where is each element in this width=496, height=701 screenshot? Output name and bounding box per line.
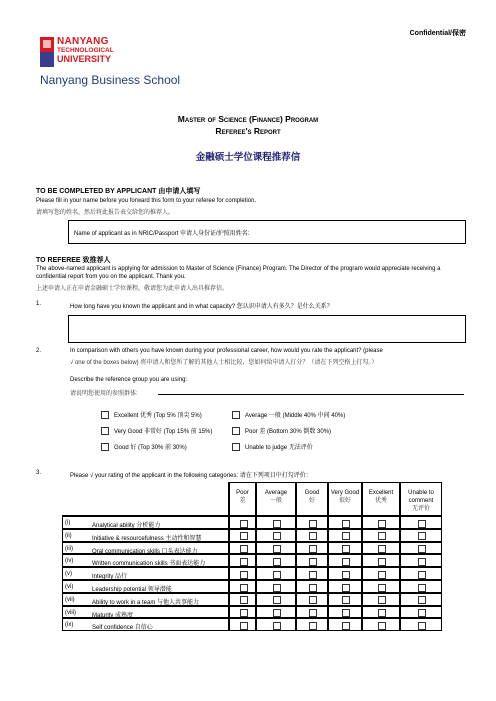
rating-checkbox[interactable] (418, 609, 426, 617)
rating-cell (256, 580, 296, 593)
rating-cell (362, 516, 400, 529)
table-row (62, 554, 229, 567)
q2-number: 2. (36, 348, 42, 354)
rating-average-checkbox[interactable] (232, 411, 240, 419)
rating-checkbox[interactable] (378, 584, 386, 592)
row-label: Integrity 品行 (92, 574, 128, 581)
rating-checkbox[interactable] (418, 532, 426, 540)
q3-number: 3. (36, 470, 42, 476)
row-label: Ability to work in a team 与他人共事能力 (92, 599, 200, 606)
rating-cell (229, 606, 256, 619)
rating-checkbox[interactable] (342, 532, 350, 540)
rating-excellent-checkbox[interactable] (101, 411, 109, 419)
column-label-cn: 无评价 (411, 506, 430, 512)
rating-average-label: Average 一般 (Middle 40% 中间 40%) (245, 413, 346, 419)
rating-cell (400, 580, 442, 593)
referee-intro: The above-named applicant is applying for admission to Master of Science (Finance) Program. The Director of the program would appreciate receiving a confidential report from you on the applicant. Thank you. (36, 266, 441, 280)
rating-cell (400, 516, 442, 529)
rating-cell (229, 516, 256, 529)
rating-checkbox[interactable] (378, 596, 386, 604)
column-label-cn: 一般 (269, 498, 282, 504)
q2-text: In comparison with others you have known during your professional career, how would you rate the applicant? (please (70, 348, 383, 354)
rating-checkbox[interactable] (273, 532, 281, 540)
rating-checkbox[interactable] (309, 520, 317, 528)
grid-header-spacer (62, 482, 229, 516)
rating-cell (229, 567, 256, 580)
rating-cell (229, 593, 256, 606)
column-label-cn: 优秀 (374, 498, 387, 504)
rating-cell (362, 593, 400, 606)
column-label-cn: 差 (239, 498, 246, 504)
rating-checkbox[interactable] (378, 622, 386, 630)
referee-heading: TO REFEREE 致推荐人 (36, 257, 111, 264)
rating-cell (256, 618, 296, 631)
rating-checkbox[interactable] (418, 622, 426, 630)
rating-verygood-label: Very Good 非常好 (Top 15% 前 15%) (114, 429, 213, 435)
q2-describe-cn: 请说明您使用的参照群体: (70, 391, 138, 397)
school-name: Nanyang Business School (40, 73, 181, 87)
rating-checkbox[interactable] (273, 571, 281, 579)
rating-checkbox[interactable] (240, 622, 248, 630)
rating-checkbox[interactable] (342, 558, 350, 566)
table-row (62, 542, 229, 555)
page-title (0, 113, 496, 137)
row-label: Maturity 成熟度 (92, 612, 134, 619)
rating-checkbox[interactable] (378, 609, 386, 617)
grid-column-header (362, 482, 400, 516)
rating-checkbox[interactable] (240, 558, 248, 566)
rating-cell (362, 618, 400, 631)
rating-cell (362, 529, 400, 542)
row-label: Initiative & resourcefulness 主动性和智慧 (92, 535, 202, 542)
rating-cell (362, 567, 400, 580)
q1-text: How long have you known the applicant and in what capacity? 您认识申请人有多久？是什么关系？ (70, 304, 333, 310)
rating-checkbox[interactable] (342, 584, 350, 592)
rating-cell (256, 516, 296, 529)
q2-text2: √ one of the boxes below) 将申请人和您所了解的其他人士相比较，您如何给申请人打分？（请在下列空格上打勾。） (70, 360, 378, 366)
rating-cell (328, 580, 362, 593)
logo-line3: UNIVERSITY (57, 54, 112, 64)
rating-checkbox[interactable] (240, 520, 248, 528)
rating-checkbox[interactable] (342, 520, 350, 528)
row-number: (ix) (65, 622, 74, 629)
rating-cell (400, 542, 442, 555)
rating-checkbox[interactable] (309, 532, 317, 540)
rating-checkbox[interactable] (273, 545, 281, 553)
row-label: Self confidence 自信心 (92, 625, 153, 632)
logo-line2: TECHNOLOGICAL (57, 47, 114, 54)
crest-icon (40, 37, 54, 67)
rating-cell (328, 618, 362, 631)
rating-checkbox[interactable] (342, 545, 350, 553)
row-number: (i) (65, 520, 71, 526)
rating-poor-checkbox[interactable] (232, 427, 240, 435)
rating-unable-label: Unable to judge 无法评价 (245, 445, 313, 451)
rating-checkbox[interactable] (240, 571, 248, 579)
rating-cell (256, 593, 296, 606)
applicant-instruction: Please fill in your name before you forward this form to your referee for completion. (36, 198, 257, 204)
row-number: (iv) (65, 558, 74, 565)
rating-cell (362, 580, 400, 593)
rating-checkbox[interactable] (418, 584, 426, 592)
rating-cell (400, 529, 442, 542)
column-label-en: Poor (236, 490, 249, 496)
rating-checkbox[interactable] (273, 558, 281, 566)
rating-cell (328, 593, 362, 606)
rating-cell (400, 593, 442, 606)
rating-cell (256, 554, 296, 567)
column-label-en: Average (264, 490, 288, 496)
rating-verygood-checkbox[interactable] (101, 427, 109, 435)
table-row (62, 606, 229, 619)
rating-cell (362, 606, 400, 619)
ntu-logo (40, 37, 190, 97)
rating-cell (400, 554, 442, 567)
row-number: (iii) (65, 545, 73, 552)
title-line1: Master of Science (Finance) Program (177, 114, 319, 124)
column-label-en: Unable to comment (408, 490, 434, 504)
q1-answer-field[interactable] (68, 315, 466, 343)
rating-cell (296, 529, 328, 542)
applicant-name-label: Name of applicant as in NRIC/Passport 申请人身份证/护照用姓名: (74, 231, 250, 237)
rating-checkbox[interactable] (309, 571, 317, 579)
rating-checkbox[interactable] (342, 596, 350, 604)
rating-checkbox[interactable] (342, 609, 350, 617)
rating-good-checkbox[interactable] (101, 443, 109, 451)
rating-cell (229, 554, 256, 567)
rating-cell (328, 542, 362, 555)
row-number: (vii) (65, 596, 75, 603)
rating-cell (296, 580, 328, 593)
rating-checkbox[interactable] (240, 532, 248, 540)
rating-checkbox[interactable] (418, 571, 426, 579)
rating-checkbox[interactable] (273, 609, 281, 617)
rating-cell (296, 542, 328, 555)
rating-checkbox[interactable] (309, 545, 317, 553)
rating-checkbox[interactable] (418, 520, 426, 528)
rating-checkbox[interactable] (342, 571, 350, 579)
rating-good-label: Good 好 (Top 30% 前 30%) (114, 445, 187, 451)
row-label: Analytical ability 分析能力 (92, 523, 161, 529)
rating-cell (229, 580, 256, 593)
rating-checkbox[interactable] (378, 571, 386, 579)
rating-checkbox[interactable] (240, 584, 248, 592)
applicant-name-field[interactable] (68, 220, 466, 244)
rating-checkbox[interactable] (378, 545, 386, 553)
rating-cell (328, 516, 362, 529)
column-label-en: Very Good (330, 490, 360, 496)
row-label: Oral communication skills 口头表达能力 (92, 548, 198, 555)
rating-cell (296, 606, 328, 619)
rating-checkbox[interactable] (418, 596, 426, 604)
rating-checkbox[interactable] (309, 609, 317, 617)
q1-number: 1. (36, 301, 42, 307)
rating-cell (256, 529, 296, 542)
grid-column-header (328, 482, 362, 516)
rating-cell (296, 554, 328, 567)
table-row (62, 516, 229, 529)
q2-describe: Describe the reference group you are using: (70, 377, 188, 383)
rating-checkbox[interactable] (309, 558, 317, 566)
rating-cell (296, 516, 328, 529)
rating-checkbox[interactable] (418, 558, 426, 566)
column-label-en: Excellent (368, 490, 394, 496)
rating-checkbox[interactable] (273, 596, 281, 604)
rating-unable-checkbox[interactable] (232, 443, 240, 451)
rating-cell (256, 606, 296, 619)
table-row (62, 618, 229, 631)
rating-cell (256, 542, 296, 555)
rating-checkbox[interactable] (378, 520, 386, 528)
title-chinese: 金融硕士学位课程推荐信 (195, 152, 301, 163)
row-label: Leadership potential 领导潜能 (92, 587, 172, 593)
rating-cell (229, 618, 256, 631)
rating-cell (229, 529, 256, 542)
applicant-instruction-cn: 请填写您的姓名，然后将此报告表交给您的推荐人。 (36, 210, 175, 216)
rating-cell (328, 567, 362, 580)
applicant-heading: TO BE COMPLETED BY APPLICANT 由申请人填写 (36, 188, 201, 195)
column-label-en: Good (304, 490, 320, 496)
rating-cell (328, 554, 362, 567)
rating-checkbox[interactable] (309, 584, 317, 592)
row-number: (ii) (65, 532, 72, 539)
rating-cell (400, 618, 442, 631)
rating-cell (296, 567, 328, 580)
grid-column-header (229, 482, 256, 516)
rating-checkbox[interactable] (240, 596, 248, 604)
rating-checkbox[interactable] (240, 545, 248, 553)
rating-checkbox[interactable] (240, 609, 248, 617)
rating-checkbox[interactable] (378, 558, 386, 566)
rating-checkbox[interactable] (273, 520, 281, 528)
confidential-label: Confidential/保密 (409, 30, 466, 37)
table-row (62, 529, 229, 542)
rating-cell (362, 554, 400, 567)
rating-cell (400, 567, 442, 580)
table-row (62, 580, 229, 593)
column-label-cn: 好 (308, 498, 315, 504)
row-label: Written communication skills 书面表达能力 (92, 561, 206, 568)
q3-text: Please √ your rating of the applicant in the following categories: 请在下列项目中打勾评价： (70, 473, 312, 479)
rating-cell (296, 618, 328, 631)
row-number: (v) (65, 571, 72, 578)
column-label-cn: 很好 (338, 498, 351, 504)
rating-checkbox[interactable] (309, 596, 317, 604)
grid-column-header (256, 482, 296, 516)
grid-column-header (400, 482, 442, 516)
rating-checkbox[interactable] (378, 532, 386, 540)
row-number: (viii) (65, 609, 76, 616)
title-line2: Referee's Report (215, 126, 281, 136)
rating-checkbox[interactable] (342, 622, 350, 630)
grid-column-header (296, 482, 328, 516)
logo-line1: NANYANG (57, 36, 109, 47)
rating-cell (229, 542, 256, 555)
rating-cell (400, 606, 442, 619)
table-row (62, 567, 229, 580)
rating-checkbox[interactable] (309, 622, 317, 630)
rating-checkbox[interactable] (273, 584, 281, 592)
rating-cell (362, 542, 400, 555)
rating-cell (256, 567, 296, 580)
rating-checkbox[interactable] (418, 545, 426, 553)
rating-cell (296, 593, 328, 606)
rating-cell (328, 529, 362, 542)
reference-group-line[interactable] (158, 394, 464, 395)
rating-checkbox[interactable] (273, 622, 281, 630)
rating-poor-label: Poor 差 (Bottom 30% 倒数 30%) (245, 429, 332, 435)
row-number: (vi) (65, 584, 74, 590)
rating-cell (328, 606, 362, 619)
table-row (62, 593, 229, 606)
rating-excellent-label: Excellent 优秀 (Top 5% 顶尖 5%) (114, 413, 202, 419)
referee-intro-cn: 上述申请人正在申请金融硕士学位课程。敬请您为此申请人出具推荐信。 (36, 286, 229, 292)
